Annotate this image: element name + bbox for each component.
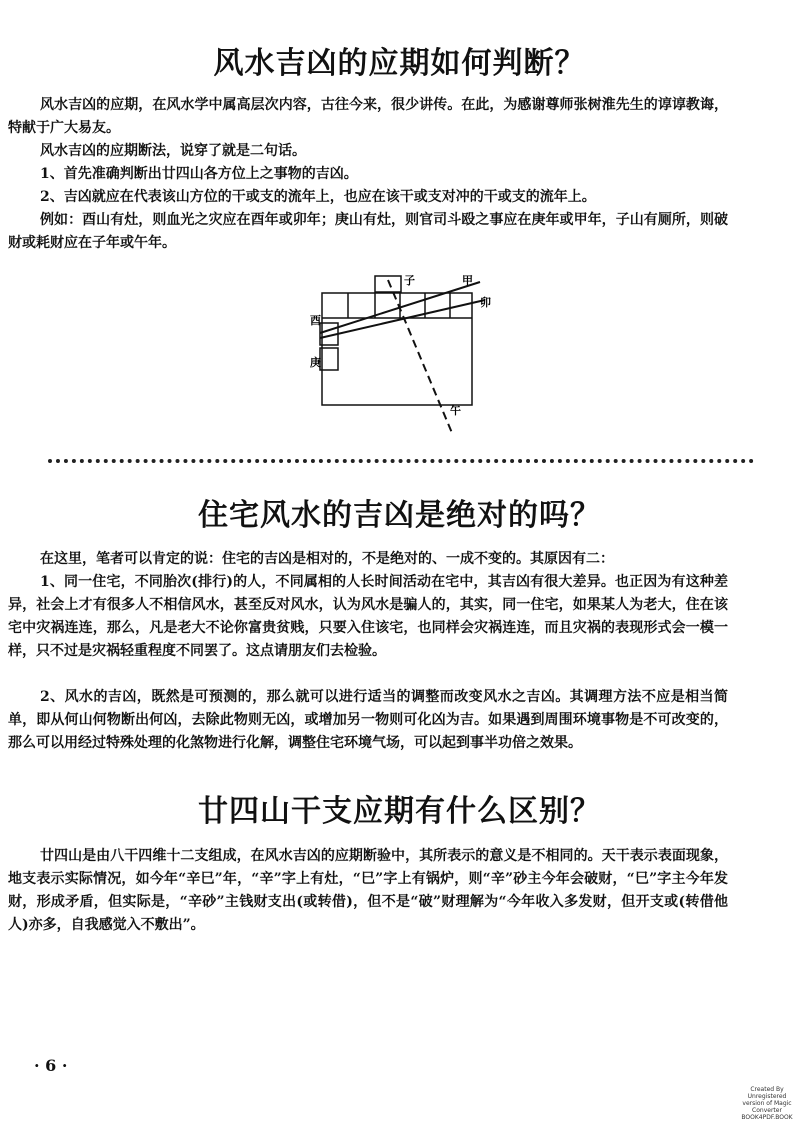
label-you: 酉 bbox=[310, 314, 321, 327]
page-number: · 6 · bbox=[34, 1056, 68, 1075]
house-direction-diagram bbox=[300, 268, 510, 438]
section1-paragraph-rule-2: 2、吉凶就应在代表该山方位的干或支的流年上，也应在该干或支对冲的干或支的流年上。 bbox=[40, 189, 596, 205]
converter-watermark: Created By Unregistered version of Magic Converter BOOK4PDF.BOOK bbox=[741, 1086, 793, 1121]
section1-paragraph-example: 例如：酉山有灶，则血光之灾应在酉年或卯年；庚山有灶，则官司斗殴之事应在庚年或甲年，子山有厕所，则破财或耗财应在子年或午年。 bbox=[8, 212, 728, 251]
label-zi: 子 bbox=[404, 274, 415, 287]
section1-paragraph-summary: 风水吉凶的应期断法，说穿了就是二句话。 bbox=[40, 143, 306, 159]
zi-wu-dashed-line bbox=[388, 280, 452, 433]
label-wu: 午 bbox=[450, 404, 461, 417]
section2-paragraph-reason-1: 1、同一住宅，不同胎次(排行)的人，不同属相的人长时间活动在宅中，其吉凶有很大差异。也正因为有这种差异，社会上才有很多人不相信风水，甚至反对风水，认为风水是骗人的，其实，同一住宅，如果某人为老大，住在该宅中灾祸连连，那么，凡是老大不论你富贵贫贱，只要入住该宅，也同样会灾祸连连，而且灾祸的表现形式会一模一样，只不过是灾祸轻重程度不同罢了。这点请朋友们去检验。 bbox=[8, 574, 728, 659]
section1-paragraph-rule-1: 1、首先准确判断出廿四山各方位上之事物的吉凶。 bbox=[40, 166, 358, 182]
house-outline bbox=[320, 276, 472, 405]
section2-paragraph-intro: 在这里，笔者可以肯定的说：住宅的吉凶是相对的，不是绝对的、一成不变的。其原因有二： bbox=[40, 551, 614, 567]
section2-paragraph-reason-2: 2、风水的吉凶，既然是可预测的，那么就可以进行适当的调整而改变风水之吉凶。其调理方法不应是相当简单，即从何山何物断出何凶，去除此物则无凶，或增加另一物则可化凶为吉。如果遇到周围环境事物是不可改变的，那么可以用经过特殊处理的化煞物进行化解，调整住宅环境气场，可以起到事半功倍之效果。 bbox=[8, 689, 728, 751]
section1-paragraph-intro: 风水吉凶的应期，在风水学中属高层次内容，古往今来，很少讲传。在此，为感谢尊师张树淮先生的谆谆教诲，特献于广大易友。 bbox=[8, 97, 728, 136]
section-divider bbox=[48, 459, 754, 463]
label-geng: 庚 bbox=[310, 356, 321, 369]
label-jia: 甲 bbox=[462, 274, 473, 287]
section-title-1: 风水吉凶的应期如何判断？ bbox=[213, 46, 586, 81]
section3-paragraph-body: 廿四山是由八干四维十二支组成，在风水吉凶的应期断验中，其所表示的意义是不相同的。天干表示表面现象，地支表示实际情况，如今年“辛巳”年，“辛”字上有灶，“巳”字上有锅炉，则“辛”砂主今年会破财，“巳”字主今年发财，形成矛盾，但实际是，“辛砂”主钱财支出(或转借)，但不是“破”财理解为“今年收入多发财，但开支或(转借他人)亦多，自我感觉入不敷出”。 bbox=[8, 848, 728, 933]
section-title-2: 住宅风水的吉凶是绝对的吗？ bbox=[198, 498, 601, 533]
label-mao: 卯 bbox=[480, 296, 491, 309]
section-title-3: 廿四山干支应期有什么区别？ bbox=[198, 794, 601, 829]
